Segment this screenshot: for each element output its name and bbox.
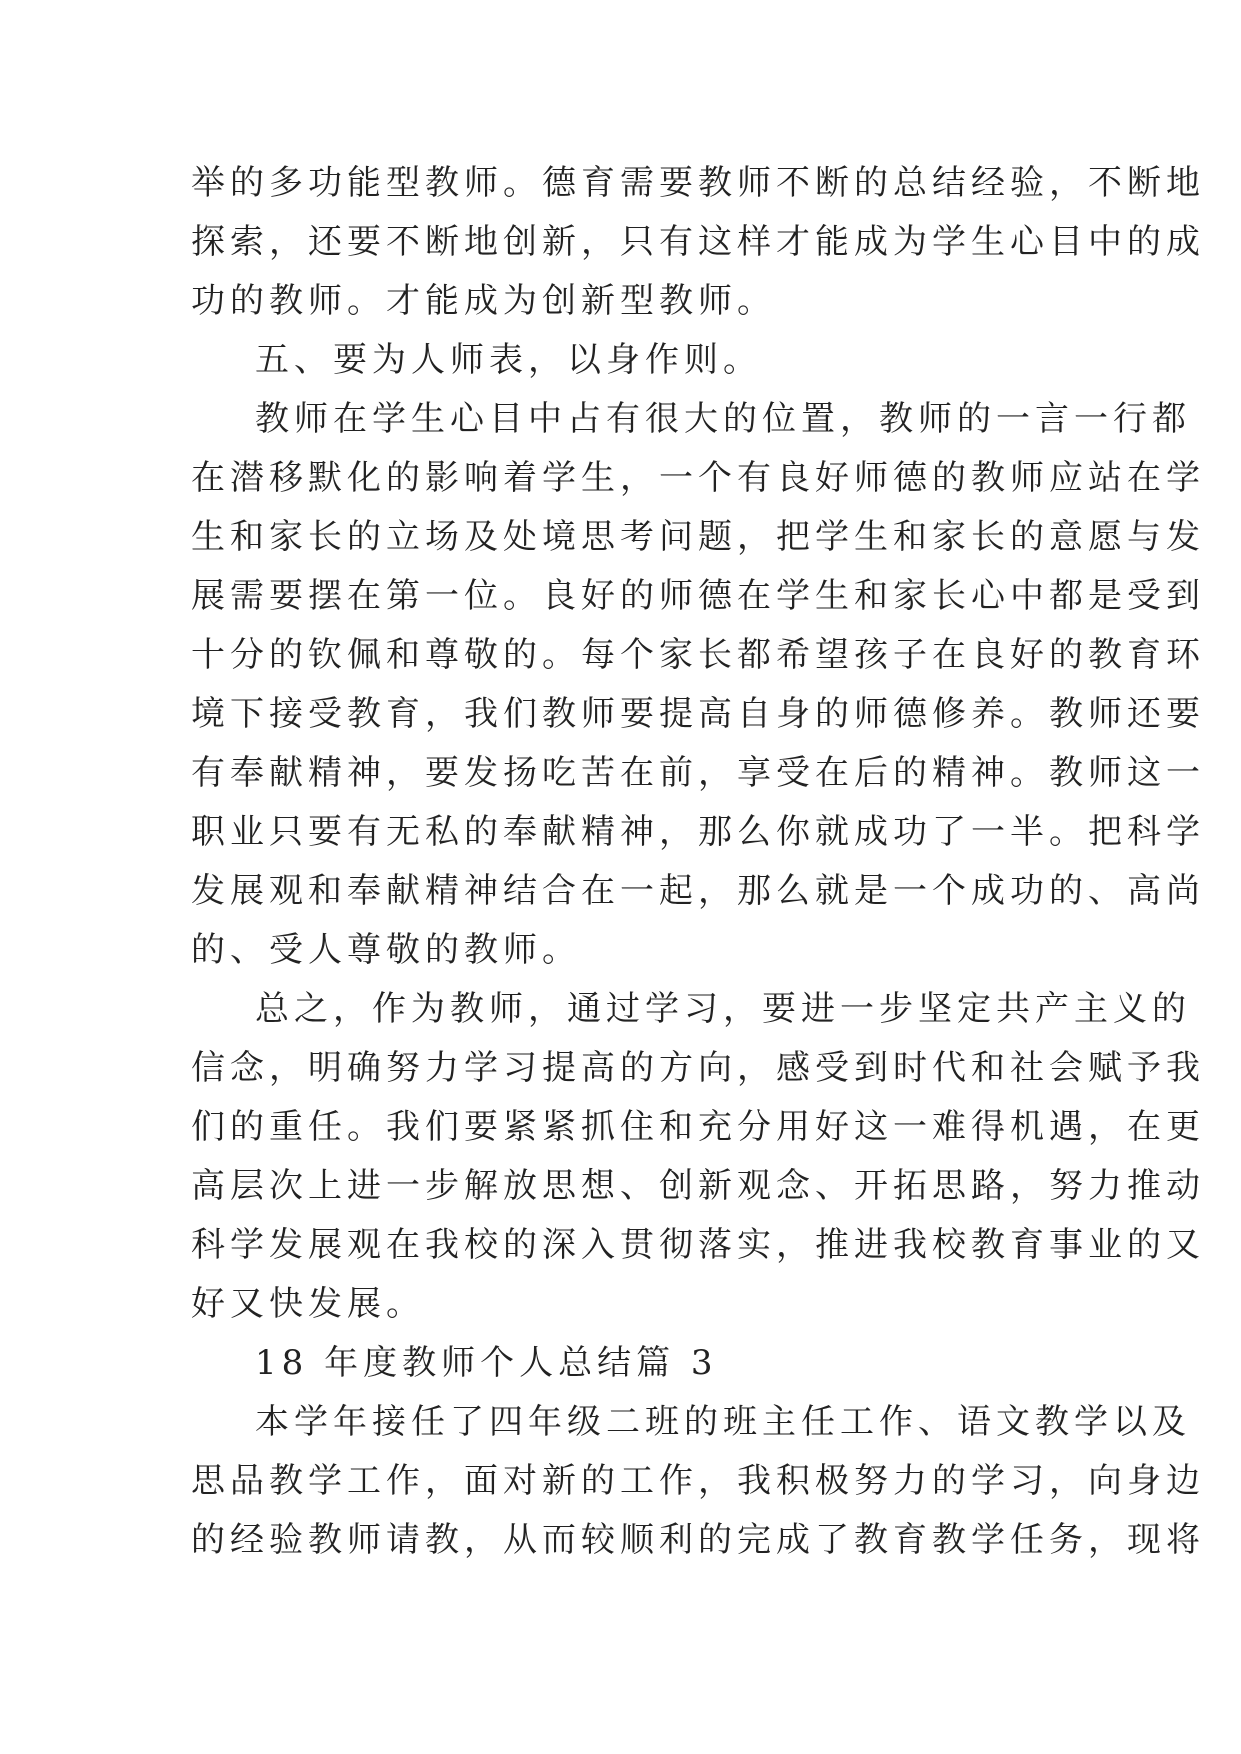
text-line: 功的教师。才能成为创新型教师。 — [191, 281, 776, 321]
paragraph-first-line: 总之，作为教师，通过学习，要进一步坚定共产主义的 — [255, 989, 1191, 1029]
text-line: 的、受人尊敬的教师。 — [191, 930, 581, 970]
text-line: 生和家长的立场及处境思考问题，把学生和家长的意愿与发 — [191, 517, 1205, 557]
text-line: 思品教学工作，面对新的工作，我积极努力的学习，向身边 — [191, 1461, 1205, 1501]
text-line: 有奉献精神，要发扬吃苦在前，享受在后的精神。教师这一 — [191, 753, 1205, 793]
article-heading: 18 年度教师个人总结篇 3 — [255, 1343, 718, 1383]
section-heading: 五、要为人师表，以身作则。 — [255, 340, 762, 380]
paragraph-first-line: 本学年接任了四年级二班的班主任工作、语文教学以及 — [255, 1402, 1191, 1442]
text-line: 信念，明确努力学习提高的方向，感受到时代和社会赋予我 — [191, 1048, 1205, 1088]
text-line: 展需要摆在第一位。良好的师德在学生和家长心中都是受到 — [191, 576, 1205, 616]
text-line: 职业只要有无私的奉献精神，那么你就成功了一半。把科学 — [191, 812, 1205, 852]
paragraph-first-line: 教师在学生心目中占有很大的位置，教师的一言一行都 — [255, 399, 1191, 439]
text-line: 探索，还要不断地创新，只有这样才能成为学生心目中的成 — [191, 222, 1205, 262]
document-body — [191, 154, 1205, 1570]
text-line: 在潜移默化的影响着学生，一个有良好师德的教师应站在学 — [191, 458, 1205, 498]
text-line: 发展观和奉献精神结合在一起，那么就是一个成功的、高尚 — [191, 871, 1205, 911]
text-line: 们的重任。我们要紧紧抓住和充分用好这一难得机遇，在更 — [191, 1107, 1205, 1147]
text-line: 高层次上进一步解放思想、创新观念、开拓思路，努力推动 — [191, 1166, 1205, 1206]
text-line: 科学发展观在我校的深入贯彻落实，推进我校教育事业的又 — [191, 1225, 1205, 1265]
text-line: 十分的钦佩和尊敬的。每个家长都希望孩子在良好的教育环 — [191, 635, 1205, 675]
text-line: 境下接受教育，我们教师要提高自身的师德修养。教师还要 — [191, 694, 1205, 734]
text-line: 的经验教师请教，从而较顺利的完成了教育教学任务，现将 — [191, 1520, 1205, 1560]
text-line: 举的多功能型教师。德育需要教师不断的总结经验，不断地 — [191, 163, 1205, 203]
text-line: 好又快发展。 — [191, 1284, 425, 1324]
